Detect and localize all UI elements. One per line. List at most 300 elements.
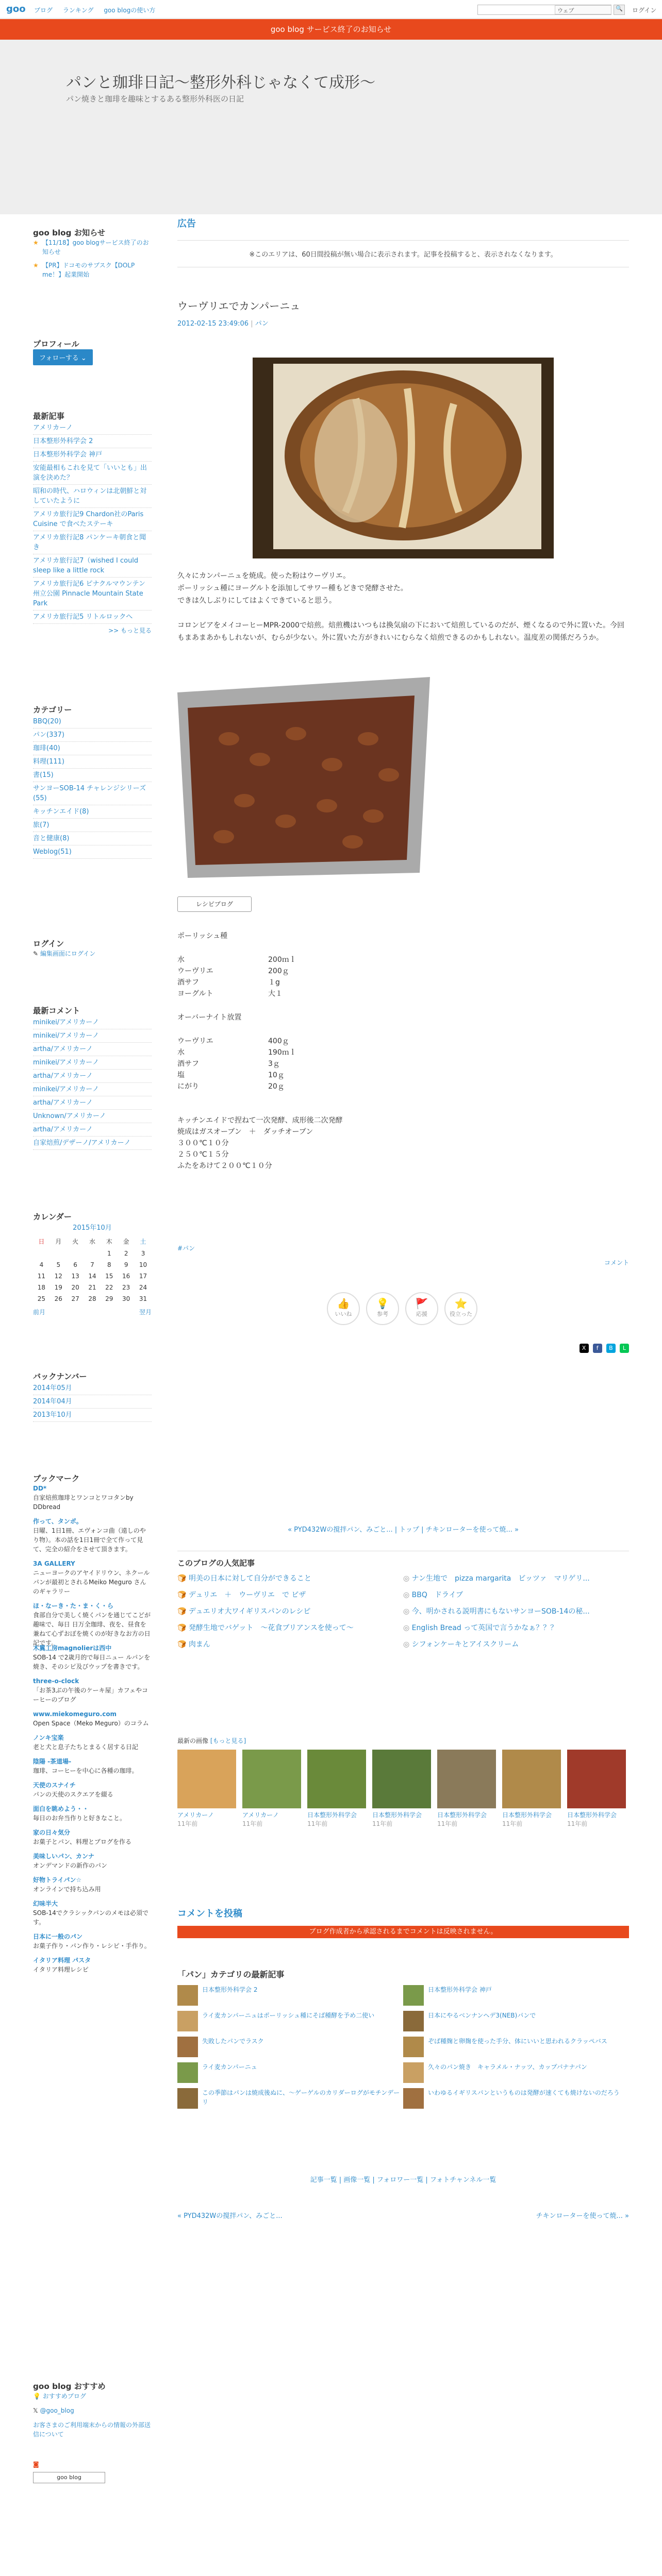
comment-entry[interactable]: minikei/アメリカーノ — [33, 1083, 152, 1096]
bookmark-link[interactable]: 家の日々気分 — [33, 1829, 71, 1836]
related-thumbnail[interactable] — [403, 2062, 424, 2083]
goo-logo[interactable]: goo — [6, 4, 26, 14]
share-x-icon[interactable]: X — [580, 1344, 589, 1353]
step-line: 焼成はガスオーブン ＋ ダッチオーブン — [177, 1128, 313, 1136]
bookmark-item — [33, 1559, 152, 1596]
global-nav — [34, 6, 163, 14]
comment-entry[interactable]: Unknown/アメリカーノ — [33, 1110, 152, 1123]
popular-item — [177, 1620, 403, 1636]
related-thumbnail[interactable] — [403, 2037, 424, 2057]
popular-link[interactable]: デュリエ ＋ ウーヴリエ で ビザ — [188, 1591, 306, 1599]
calendar-day: 16 — [122, 1273, 130, 1280]
bookmark-desc: イタリア料理レシピ — [33, 1966, 89, 1973]
more-link[interactable]: >> もっと見る — [108, 627, 152, 634]
bread-icon: 🍞 — [177, 1640, 189, 1649]
related-thumbnail[interactable] — [403, 2088, 424, 2109]
calendar-day: 21 — [88, 1284, 96, 1291]
entry: ウーヴリエでカンパーニュ 2012-02-15 23:49:06 | パン 久々にカンパーニュを焼成。使った粉はウーヴリエ。 ポーリッシュ種にヨーグルトを添加してサワー種もどきで発酵させた。 できは久しぶりにしてはよくできていると思う。 コロンビアをメイコーヒーMPR-2000で焙煎。焙煎機はいつもは換気扇の下において焙煎しているのだが、煙くなるので外に置いた。今回もまあまあかもしれないが、むらが少ない。外に置いた方がきれいにむらなく焙煎できるのかもしれない。温度差の関係だろうか。 レシピブログ ポーリッシュ種 水 200ｍｌ ウーヴリエ 200ｇ 酒サフ １g ヨーグルト 大１ オーバーナイト放置 ウーヴリエ 400ｇ 水 190ｍｌ 酒サフ 3ｇ 塩 10ｇ にがり 20ｇ キッチンエイドで捏ねて一次発酵、成形後二次発酵 焼成はガスオーブン ＋ ダッチオーブン ３００℃１０分 ２５０℃１５分 ふたをあけて２００℃１０分 #パン コメント 👍 いいね 💡 参考 🚩 応援 ⭐ 役立った X f B L — [177, 298, 629, 328]
recent-entry-link[interactable]: 安能最相もこれを見て「いいとも」出演を決めた？ — [33, 462, 152, 485]
ingredient-name: ヨーグルト — [177, 990, 213, 998]
recent-heading: 最新記事 — [33, 412, 64, 421]
x-icon: 𝕏 — [33, 2407, 38, 2414]
related-item — [177, 2011, 403, 2031]
comments-heading: 最新コメント — [33, 1006, 80, 1015]
related-item — [177, 2037, 403, 2057]
ingredient-name: 酒サフ — [177, 978, 199, 987]
post-comment-section — [177, 1906, 629, 1920]
related-thumbnail[interactable] — [403, 1985, 424, 2006]
related-link[interactable]: 失敗したパンでラスク — [202, 2038, 264, 2045]
bookmark-item — [33, 1709, 152, 1728]
backnumber-link[interactable]: 2014年04月 — [33, 1395, 152, 1409]
related-thumbnail[interactable] — [177, 2037, 198, 2057]
category-link[interactable]: サンヨーSOB-14 チャレンジシリーズ(55) — [33, 782, 152, 805]
recent-photos-more-link[interactable]: [もっと見る] — [210, 1737, 246, 1744]
comment-entry[interactable]: minikei/アメリカーノ — [33, 1056, 152, 1070]
calendar-day: 5 — [56, 1261, 61, 1268]
ingredient-amount: １g — [268, 978, 280, 987]
ingredient-amount: 大１ — [268, 990, 283, 998]
comment-entry[interactable]: artha/アメリカーノ — [33, 1043, 152, 1056]
calendar-heading: カレンダー — [33, 1212, 72, 1222]
category-link[interactable]: 料理(111) — [33, 755, 152, 769]
login-heading: ログイン — [33, 939, 64, 948]
follow-button[interactable] — [33, 349, 93, 365]
ingredient-name: 酒サフ — [177, 1060, 199, 1068]
steps-list — [177, 1115, 629, 1172]
entry-pager[interactable]: « PYD432Wの撹拌パン、みごと... | トップ | チキンローターを使って焼... » — [288, 1526, 519, 1534]
recent-photos — [177, 1736, 629, 1837]
photo-thumbnail[interactable] — [502, 1750, 561, 1808]
comment-link[interactable]: コメント — [604, 1259, 629, 1266]
reaction-helpful[interactable]: ⭐ 役立った — [444, 1292, 477, 1325]
category-link[interactable]: 書(15) — [33, 769, 152, 782]
ranking-icon: ◎ — [403, 1607, 412, 1616]
related-item — [403, 2011, 629, 2031]
calendar-day: 10 — [139, 1261, 147, 1268]
share-line-icon[interactable]: L — [620, 1344, 629, 1353]
recent-entry-link[interactable]: 昭和の時代、ハロウィンは北朝鮮と対していたように — [33, 485, 152, 508]
related-item — [177, 2088, 403, 2109]
calendar-day: 17 — [139, 1273, 147, 1280]
calendar-day: 4 — [39, 1261, 44, 1268]
calendar-day: 8 — [107, 1261, 111, 1268]
related-item — [403, 1985, 629, 2006]
entry-title[interactable]: ウーヴリエでカンパーニュ — [177, 300, 301, 312]
reaction-reference[interactable]: 💡 参考 — [366, 1292, 399, 1325]
popular-item — [403, 1620, 629, 1636]
related-item — [177, 1985, 403, 2006]
calendar-day: 31 — [139, 1295, 147, 1302]
popular-link[interactable]: English Bread って英国で言うかなぁ？？？ — [411, 1624, 558, 1632]
photo-caption — [177, 1810, 239, 1828]
recipe-row — [177, 1058, 629, 1070]
popular-link[interactable]: ナン生地で pizza margarita ビッツァ マリゲリ... — [411, 1574, 590, 1583]
photo-age: 11年前 — [242, 1820, 263, 1827]
category-link[interactable]: 旅(7) — [33, 819, 152, 832]
calendar-day: 27 — [71, 1295, 79, 1302]
recipe-table — [177, 1036, 629, 1092]
related-heading: 「パン」カテゴリの最新記事 — [177, 1970, 285, 1979]
recipe-blog-badge[interactable]: レシピブログ — [177, 896, 252, 912]
category-link[interactable]: キッチンエイド(8) — [33, 805, 152, 819]
calendar-table — [33, 1235, 152, 1304]
recent-entry-link[interactable]: アメリカ旅行記5 リトルロックへ — [33, 611, 152, 624]
popular-section — [177, 1551, 629, 1653]
next-entry-link[interactable]: チキンローターを使って焼... » — [536, 2212, 629, 2220]
related-link[interactable]: いわゆるイギリスパンというものは発酵が速くても焼けないのだろう — [428, 2089, 620, 2096]
category-link[interactable]: Weblog(51) — [33, 845, 152, 859]
photo-title[interactable]: 日本整形外科学会 — [567, 1811, 617, 1819]
photo-caption — [567, 1810, 629, 1828]
related-link[interactable]: ライ麦カンパーニュはポーリッシュ種にそば種酵を予め二使い — [202, 2012, 375, 2019]
entry-text-paragraph: コロンビアをメイコーヒーMPR-2000で焙煎。焙煎機はいつもは換気扇の下において焙煎しているのだが、煙くなるので外に置いた。今回もまあまあかもしれないが、むらが少ない。外に置いた方がきれいにむらなく焙煎できるのかもしれない。温度差の関係だろうか。 — [177, 621, 624, 642]
comment-entry[interactable]: minikei/アメリカーノ — [33, 1029, 152, 1043]
related-link[interactable]: 日本にやるベンナンヘデ3(NEB)パンで — [428, 2012, 536, 2019]
bookmark-link[interactable]: ノンキ宝楽 — [33, 1734, 64, 1741]
ingredient-amount: 400ｇ — [268, 1037, 289, 1045]
related-thumbnail[interactable] — [403, 2011, 424, 2031]
bookmark-desc: 日曜、1日1冊、エヴォンコ曲（遠しのやり物）。本の話を1日1冊で全て作って見て、完全の紹介をさせて頂きます。 — [33, 1527, 146, 1553]
bookmark-item — [33, 1484, 152, 1512]
recipe-row — [177, 1081, 629, 1092]
photo-thumbnail[interactable] — [177, 1750, 236, 1808]
blog-description: パン焼きと珈琲を趣味とするある整形外科医の日記 — [66, 94, 244, 104]
sidebar-categories — [33, 704, 152, 859]
search-scope-select[interactable]: ウェブ — [555, 5, 611, 14]
bookmark-link[interactable]: 3A GALLERY — [33, 1560, 75, 1567]
bookmark-link[interactable]: 幻味半大 — [33, 1900, 58, 1907]
ingredient-name: 塩 — [177, 1071, 185, 1079]
comment-entry[interactable]: artha/アメリカーノ — [33, 1096, 152, 1110]
bookmark-desc: 「お茶3ぶの午後のケーキ屋」カフェやコーヒーのブログ — [33, 1687, 148, 1703]
flag-icon: 🚩 — [415, 1297, 428, 1310]
related-item — [177, 2062, 403, 2083]
goo-blog-x-link[interactable]: @goo_blog — [40, 2407, 74, 2414]
popular-link[interactable]: 肉まん — [188, 1640, 210, 1649]
recent-entry-link[interactable]: アメリカ旅行記6 ピナクルマウンテン州立公園 Pinnacle Mountain State Park — [33, 578, 152, 611]
related-list — [177, 1985, 629, 2109]
bookmark-link[interactable]: three-o-clock — [33, 1677, 79, 1685]
recent-list — [33, 421, 152, 624]
ingredient-amount: 200ｇ — [268, 967, 289, 975]
sidebar-calendar — [33, 1211, 152, 1317]
bookmark-list — [33, 1484, 152, 1974]
ingredient-name: ウーヴリエ — [177, 1037, 213, 1045]
photo-title[interactable]: アメリカーノ — [177, 1811, 214, 1819]
step-line: ふたをあけて２００℃１０分 — [177, 1162, 272, 1170]
reaction-support[interactable]: 🚩 応援 — [405, 1292, 438, 1325]
photo-age: 11年前 — [177, 1820, 198, 1827]
bookmark-item — [33, 1781, 152, 1799]
related-item — [403, 2088, 629, 2109]
calendar-day: 13 — [71, 1273, 79, 1280]
nav-blog-link[interactable]: ブログ — [34, 7, 53, 14]
star-icon: ★ — [33, 262, 39, 269]
backnumber-link[interactable]: 2014年05月 — [33, 1382, 152, 1395]
recent-photos-heading: 最新の画像 — [177, 1737, 209, 1744]
ingredient-amount: 190ｍｌ — [268, 1048, 296, 1057]
backnumber-link[interactable]: 2013年10月 — [33, 1409, 152, 1422]
bookmark-link[interactable]: 面白を眺めよう・・ — [33, 1805, 89, 1812]
bookmark-item — [33, 1956, 152, 1974]
related-link[interactable]: ぞば種麹と卵麹を使った手分、体にいいと思われるクラッペバス — [428, 2038, 607, 2045]
comment-entry[interactable]: artha/アメリカーノ — [33, 1123, 152, 1137]
related-link[interactable]: 日本整形外科学会 2 — [202, 1986, 258, 1993]
popular-item — [403, 1636, 629, 1653]
bookmark-link[interactable]: 好物トライパン☆ — [33, 1876, 82, 1884]
calendar-day: 25 — [37, 1295, 46, 1302]
bookmark-item — [33, 1932, 152, 1951]
bookmark-link[interactable]: www.miekomeguro.com — [33, 1710, 117, 1718]
entry-date: 2012-02-15 23:49:06 — [177, 320, 249, 328]
calendar-day: 1 — [107, 1250, 111, 1257]
category-link[interactable]: 音と健康(8) — [33, 832, 152, 845]
calendar-day: 26 — [54, 1295, 62, 1302]
bookmark-item — [33, 1828, 152, 1846]
bookmark-desc: 老と犬と息子たちとまるく居する日記 — [33, 1743, 139, 1751]
related-link[interactable]: 久々のパン焼き キャラメル・ナッツ、カップパナナパン — [428, 2063, 587, 2071]
search-button[interactable] — [614, 5, 625, 15]
photo-thumbnail[interactable] — [242, 1750, 301, 1808]
entry-category-link[interactable]: パン — [255, 320, 269, 328]
photo-thumbnail[interactable] — [437, 1750, 496, 1808]
photo-title[interactable]: 日本整形外科学会 — [437, 1811, 487, 1819]
bookmark-link[interactable]: 天使のスナイチ — [33, 1782, 76, 1789]
popular-item — [177, 1603, 403, 1620]
recipe-title: オーバーナイト放置 — [177, 1013, 242, 1022]
bookmark-link[interactable]: 美味しいパン、カンナ — [33, 1853, 95, 1860]
bookmark-item — [33, 1852, 152, 1870]
photo-caption — [372, 1810, 434, 1828]
sidebar-bookmarks — [33, 1472, 152, 1979]
admin-login-link[interactable]: 編集画面にログイン — [40, 950, 96, 957]
calendar-day: 20 — [71, 1284, 79, 1291]
bookmark-desc: お菓子とパン、料理とブログを作る — [33, 1838, 132, 1845]
bookmark-link[interactable]: 陰陽 -茶道場- — [33, 1758, 72, 1765]
entry-text-line: できは久しぶりにしてはよくできていると思う。 — [177, 597, 336, 605]
photo-caption — [437, 1810, 499, 1828]
goo-blog-banner[interactable]: goo blog — [33, 2472, 105, 2483]
comment-entry[interactable]: 自家焙煎/デザーノ/アメリカーノ — [33, 1137, 152, 1150]
bookmark-link[interactable]: 日本に一般のパン — [33, 1933, 83, 1940]
ranking-icon: ◎ — [403, 1574, 412, 1583]
calendar-day: 23 — [122, 1284, 130, 1291]
recent-entry-link[interactable]: 日本整形外科学会 神戸 — [33, 448, 152, 462]
bookmark-desc: 毎日のお弁当作りと好きなこと。 — [33, 1815, 126, 1822]
calendar-weekday: 金 — [123, 1238, 129, 1245]
related-thumbnail[interactable] — [177, 2011, 198, 2031]
sidebar-comments — [33, 1005, 152, 1150]
reaction-like[interactable]: 👍 いいね — [327, 1292, 360, 1325]
popular-link[interactable]: BBQ ドライブ — [411, 1591, 464, 1599]
bookmark-item — [33, 1676, 152, 1704]
category-heading: カテゴリー — [33, 705, 72, 715]
comment-approval-notice: ブログ作成者から承認されるまでコメントは反映されません。 — [177, 1926, 629, 1938]
news-item[interactable]: 【11/18】goo blogサービス終了のお知らせ — [42, 239, 149, 256]
ranking-icon: ◎ — [403, 1591, 412, 1599]
calendar-prev-link[interactable]: 前月 — [33, 1309, 46, 1316]
category-list — [33, 715, 152, 859]
bookmark-desc: 自家焙煎珈琲とワンコとワコタンby DDbread — [33, 1494, 134, 1511]
bookmark-link[interactable]: 作って、タンポ。 — [33, 1518, 82, 1525]
step-line: キッチンエイドで捏ねて一次発酵、成形後二次発酵 — [177, 1116, 343, 1125]
pencil-icon: ✎ — [33, 950, 39, 957]
ingredient-name: 水 — [177, 956, 185, 964]
global-topbar — [0, 0, 662, 19]
bookmark-desc: Open Space（Meko Meguro）のコラム — [33, 1720, 149, 1727]
ingredient-amount: 10ｇ — [268, 1071, 285, 1079]
entry-tag-link[interactable]: #パン — [177, 1245, 195, 1252]
comment-entry[interactable]: minikei/アメリカーノ — [33, 1016, 152, 1029]
recommend-heading: goo blog おすすめ — [33, 2382, 106, 2391]
calendar-day: 28 — [88, 1295, 96, 1302]
share-buttons — [577, 1344, 629, 1353]
bulb-icon: 💡 — [33, 2393, 41, 2400]
nav-ranking-link[interactable]: ランキング — [62, 7, 94, 14]
photo-age: 11年前 — [437, 1820, 458, 1827]
bookmark-item — [33, 1875, 152, 1894]
recipe-row — [177, 1047, 629, 1058]
sidebar-login — [33, 938, 152, 958]
recent-entry-link[interactable]: アメリカ旅行記8 パンケーキ朝食と聞き — [33, 531, 152, 554]
popular-link[interactable]: シフォンケーキとアイスクリーム — [411, 1640, 519, 1649]
nav-howto-link[interactable]: goo blogの使い方 — [104, 7, 156, 14]
recipe-row — [177, 977, 629, 988]
calendar-weekday: 水 — [89, 1238, 95, 1245]
profile-heading: プロフィール — [33, 340, 79, 349]
bread-icon: 🍞 — [177, 1624, 189, 1632]
calendar-day: 7 — [90, 1261, 94, 1268]
post-comment-heading[interactable]: コメントを投稿 — [177, 1908, 242, 1919]
lightbulb-icon: 💡 — [376, 1297, 389, 1310]
recipe-table — [177, 954, 629, 999]
photo-title[interactable]: 日本整形外科学会 — [307, 1811, 357, 1819]
photo-title[interactable]: 日本整形外科学会 — [502, 1811, 552, 1819]
notice-text: goo blog サービス終了のお知らせ — [270, 25, 392, 34]
photo-age: 11年前 — [372, 1820, 393, 1827]
photo-row — [177, 1750, 629, 1837]
popular-item — [177, 1570, 403, 1587]
photo-age: 11年前 — [502, 1820, 523, 1827]
photo-title[interactable]: アメリカーノ — [242, 1811, 279, 1819]
category-link[interactable]: 珈琲(40) — [33, 742, 152, 755]
calendar-day: 12 — [54, 1273, 62, 1280]
calendar-day: 29 — [105, 1295, 113, 1302]
calendar-day: 22 — [105, 1284, 113, 1291]
bookmark-link[interactable]: DD* — [33, 1485, 47, 1492]
news-item[interactable]: 【PR】ドコモのサブスク【DOLP me！】起業開始 — [42, 262, 135, 278]
service-end-notice[interactable] — [0, 19, 662, 40]
related-thumbnail[interactable] — [177, 2062, 198, 2083]
calendar-day: 18 — [37, 1284, 46, 1291]
popular-link[interactable]: 発酵生地でバゲット 〜花食ブリアンスを使って〜 — [188, 1624, 354, 1632]
calendar-day: 19 — [54, 1284, 62, 1291]
calendar-next-link[interactable]: 翌月 — [139, 1309, 152, 1316]
bookmark-desc: パンの天使のスクエアを綴る — [33, 1791, 113, 1798]
bookmark-desc: 珈琲、コーヒーを中心に各種の珈琲。 — [33, 1767, 138, 1774]
photo-age: 11年前 — [567, 1820, 588, 1827]
footer-pager — [177, 2210, 629, 2220]
calendar-day — [84, 1248, 101, 1259]
calendar-day — [50, 1248, 67, 1259]
recommend-blog-link[interactable]: おすすめブログ — [42, 2393, 86, 2400]
related-item — [403, 2062, 629, 2083]
prev-entry-link[interactable]: « PYD432Wの撹拌パン、みごと... — [177, 2212, 283, 2220]
bookmark-desc: SOB-14でクラシックパンのメモは必須です。 — [33, 1909, 148, 1926]
photo-thumbnail[interactable] — [307, 1750, 366, 1808]
entry-text-line: 久々にカンパーニュを焼成。使った粉はウーヴリエ。 — [177, 572, 351, 580]
login-link[interactable]: ログイン — [632, 7, 657, 14]
entry-text-line: ポーリッシュ種にヨーグルトを添加してサワー種もどきで発酵させた。 — [177, 584, 408, 592]
share-facebook-icon[interactable]: f — [593, 1344, 602, 1353]
category-link[interactable]: BBQ(20) — [33, 715, 152, 728]
related-section — [177, 1968, 629, 2109]
recipe-row — [177, 1036, 629, 1047]
bookmark-link[interactable]: 木翼工房magnolierは西中 — [33, 1645, 112, 1652]
recent-entry-link[interactable]: 日本整形外科学会 2 — [33, 435, 152, 448]
calendar-month: 2015年10月 — [73, 1224, 112, 1232]
coffee-beans-photo[interactable] — [177, 677, 430, 878]
bookmark-link[interactable]: ほ・なーき・た・ま・く・ら — [33, 1602, 114, 1609]
comment-entry[interactable]: artha/アメリカーノ — [33, 1070, 152, 1083]
recipe-row — [177, 1070, 629, 1081]
blog-title[interactable]: パンと珈琲日記〜整形外科じゃなくて成形〜 — [66, 74, 375, 92]
category-link[interactable]: パン(337) — [33, 728, 152, 742]
news-heading: goo blog お知らせ — [33, 228, 106, 238]
ranking-icon: ◎ — [403, 1640, 412, 1649]
related-thumbnail[interactable] — [177, 2088, 198, 2109]
share-hatena-icon[interactable]: B — [606, 1344, 616, 1353]
related-link[interactable]: 日本整形外科学会 神戸 — [428, 1986, 492, 1993]
bookmark-desc: お菓子作り・パン作り・レシピ・手作り。 — [33, 1942, 151, 1950]
related-link[interactable]: ライ麦カンパーニュ — [202, 2063, 257, 2071]
recent-entry-link[interactable]: アメリカ旅行記7（wished I could sleep like a little rock — [33, 554, 152, 578]
bread-photo[interactable] — [253, 358, 554, 558]
ingredient-name: にがり — [177, 1082, 199, 1091]
related-link[interactable]: この季節はパンは焼成後ぬに、〜ゲーゲルのカリダーログがモチンデーリ — [202, 2089, 400, 2106]
photo-title[interactable]: 日本整形外科学会 — [372, 1811, 422, 1819]
bookmarks-heading: ブックマーク — [33, 1474, 80, 1483]
bread-icon: 🍞 — [177, 1607, 189, 1616]
ingredient-amount: 20ｇ — [268, 1082, 285, 1091]
calendar-day: 9 — [124, 1261, 128, 1268]
popular-link[interactable]: 今、明かされる説明書にもないサンヨーSOB-14の秘... — [411, 1607, 590, 1616]
backnumber-list — [33, 1382, 152, 1422]
popular-link[interactable]: デュエリオ大ワイギリスパンのレシピ — [188, 1607, 311, 1616]
blog-header — [0, 40, 662, 214]
photo-thumbnail[interactable] — [372, 1750, 431, 1808]
bookmark-link[interactable]: イタリア料理 パスタ — [33, 1957, 91, 1964]
bookmark-item — [33, 1733, 152, 1752]
calendar-day — [33, 1248, 50, 1259]
calendar-day: 30 — [122, 1295, 130, 1302]
related-thumbnail[interactable] — [177, 1985, 198, 2006]
star-icon: ⭐ — [454, 1297, 468, 1310]
external-info-link[interactable]: お客さまのご利用端末からの情報の外部送信について — [33, 2421, 151, 2438]
recent-entry-link[interactable]: アメリカ旅行記9 Chardon社のParis Cuisine で食べたステーキ — [33, 508, 152, 531]
photo-thumbnail[interactable] — [567, 1750, 626, 1808]
rss-icon[interactable]: ◙ — [33, 2461, 39, 2468]
related-item — [403, 2037, 629, 2057]
popular-link[interactable]: 明美の日本に対して自分ができること — [188, 1574, 311, 1583]
footer-links[interactable]: 記事一覧 | 画像一覧 | フォロワー一覧 | フォトチャンネル一覧 — [310, 2176, 496, 2184]
recipe-row — [177, 954, 629, 965]
comment-list — [33, 1016, 152, 1150]
bookmark-item — [33, 1601, 152, 1647]
recent-entry-link[interactable]: アメリカーノ — [33, 421, 152, 435]
bookmark-item — [33, 1757, 152, 1775]
